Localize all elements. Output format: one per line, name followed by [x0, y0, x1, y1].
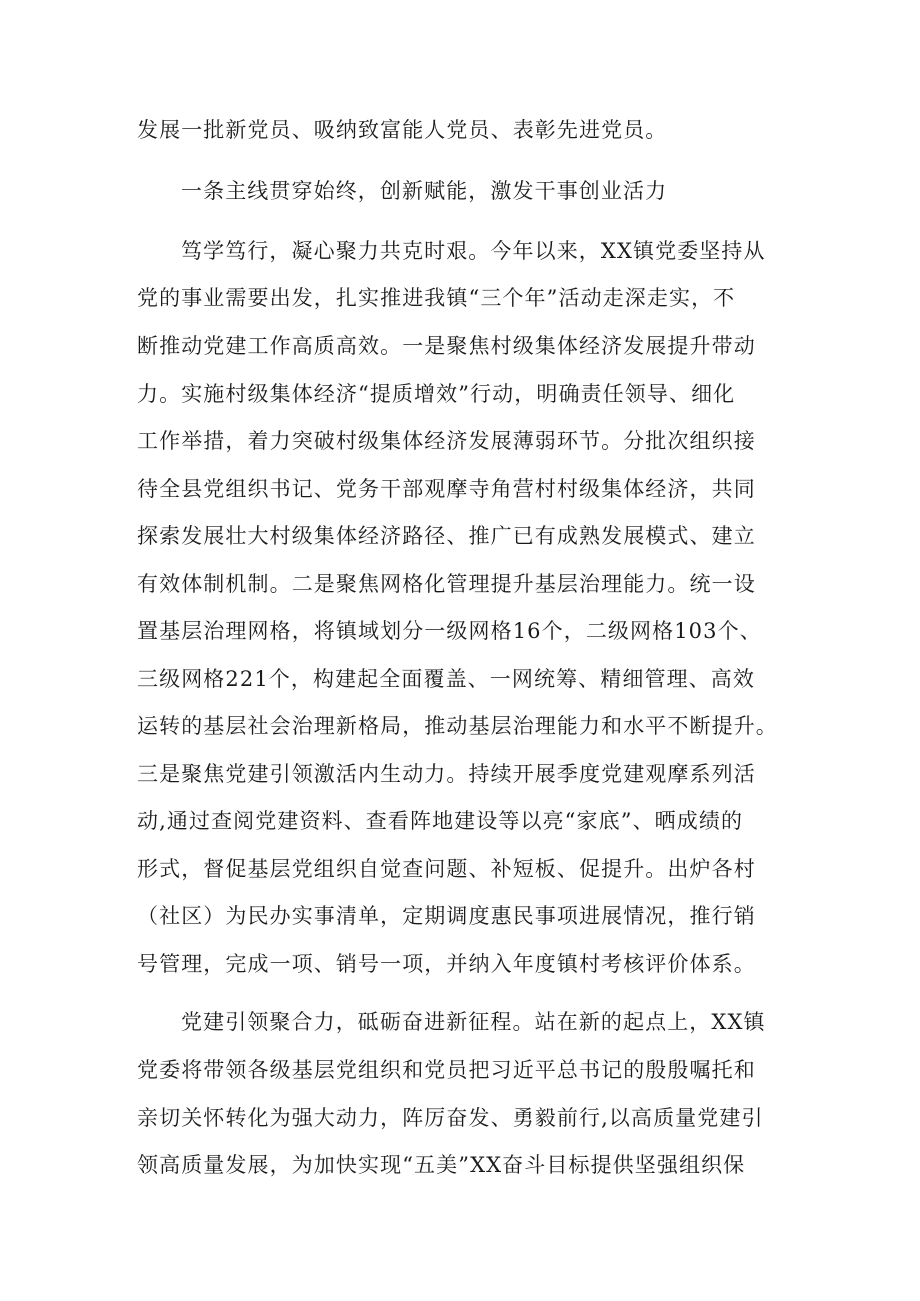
text-line-21: 亲切关怀转化为强大动力，阵厉奋发、勇毅前行,以高质量党建引 [137, 1106, 764, 1130]
text-line-13: 运转的基层社会治理新格局，推动基层治理能力和水平不断提升。 [137, 714, 778, 738]
text-line-3: 笃学笃行，凝心聚力共克时艰。今年以来，XX镇党委坚持从 [181, 239, 766, 263]
section-heading: 一条主线贯穿始终，创新赋能，激发干事创业活力 [181, 179, 668, 203]
text-line-6: 力。实施村级集体经济“提质增效”行动，明确责任领导、细化 [137, 382, 736, 406]
text-line-19: 党建引领聚合力，砥砺奋进新征程。站在新的起点上，XX镇 [181, 1010, 766, 1034]
text-line-11: 置基层治理网格，将镇域划分一级网格16个，二级网格103个、 [137, 619, 762, 643]
text-line-9: 探索发展壮大村级集体经济路径、推广已有成熟发展模式、建立 [137, 524, 756, 548]
text-line-18: 号管理，完成一项、销号一项，并纳入年度镇村考核评价体系。 [137, 952, 756, 976]
text-line-20: 党委将带领各级基层党组织和党员把习近平总书记的殷殷嘱托和 [137, 1058, 756, 1082]
text-line-12: 三级网格221个，构建起全面覆盖、一网统筹、精细管理、高效 [137, 667, 755, 691]
text-line-8: 待全县党组织书记、党务干部观摩寺角营村村级集体经济，共同 [137, 477, 756, 501]
text-line-16: 形式，督促基层党组织自觉查问题、补短板、促提升。出炉各村 [137, 857, 756, 881]
text-line-5: 断推动党建工作高质高效。一是聚焦村级集体经济发展提升带动 [137, 334, 756, 358]
text-line-1: 发展一批新党员、吸纳致富能人党员、表彰先进党员。 [137, 118, 668, 142]
text-line-14: 三是聚焦党建引领激活内生动力。持续开展季度党建观摩系列活 [137, 762, 756, 786]
text-line-15: 动,通过查阅党建资料、查看阵地建设等以亮“家底”、晒成绩的 [137, 809, 744, 833]
text-line-4: 党的事业需要出发，扎实推进我镇“三个年”活动走深走实，不 [137, 286, 736, 310]
text-line-17: （社区）为民办实事清单，定期调度惠民事项进展情况，推行销 [137, 904, 756, 928]
text-line-7: 工作举措，着力突破村级集体经济发展薄弱环节。分批次组织接 [137, 429, 756, 453]
text-line-10: 有效体制机制。二是聚焦网格化管理提升基层治理能力。统一设 [137, 572, 756, 596]
text-line-22: 领高质量发展，为加快实现“五美”XX奋斗目标提供坚强组织保 [137, 1153, 746, 1177]
